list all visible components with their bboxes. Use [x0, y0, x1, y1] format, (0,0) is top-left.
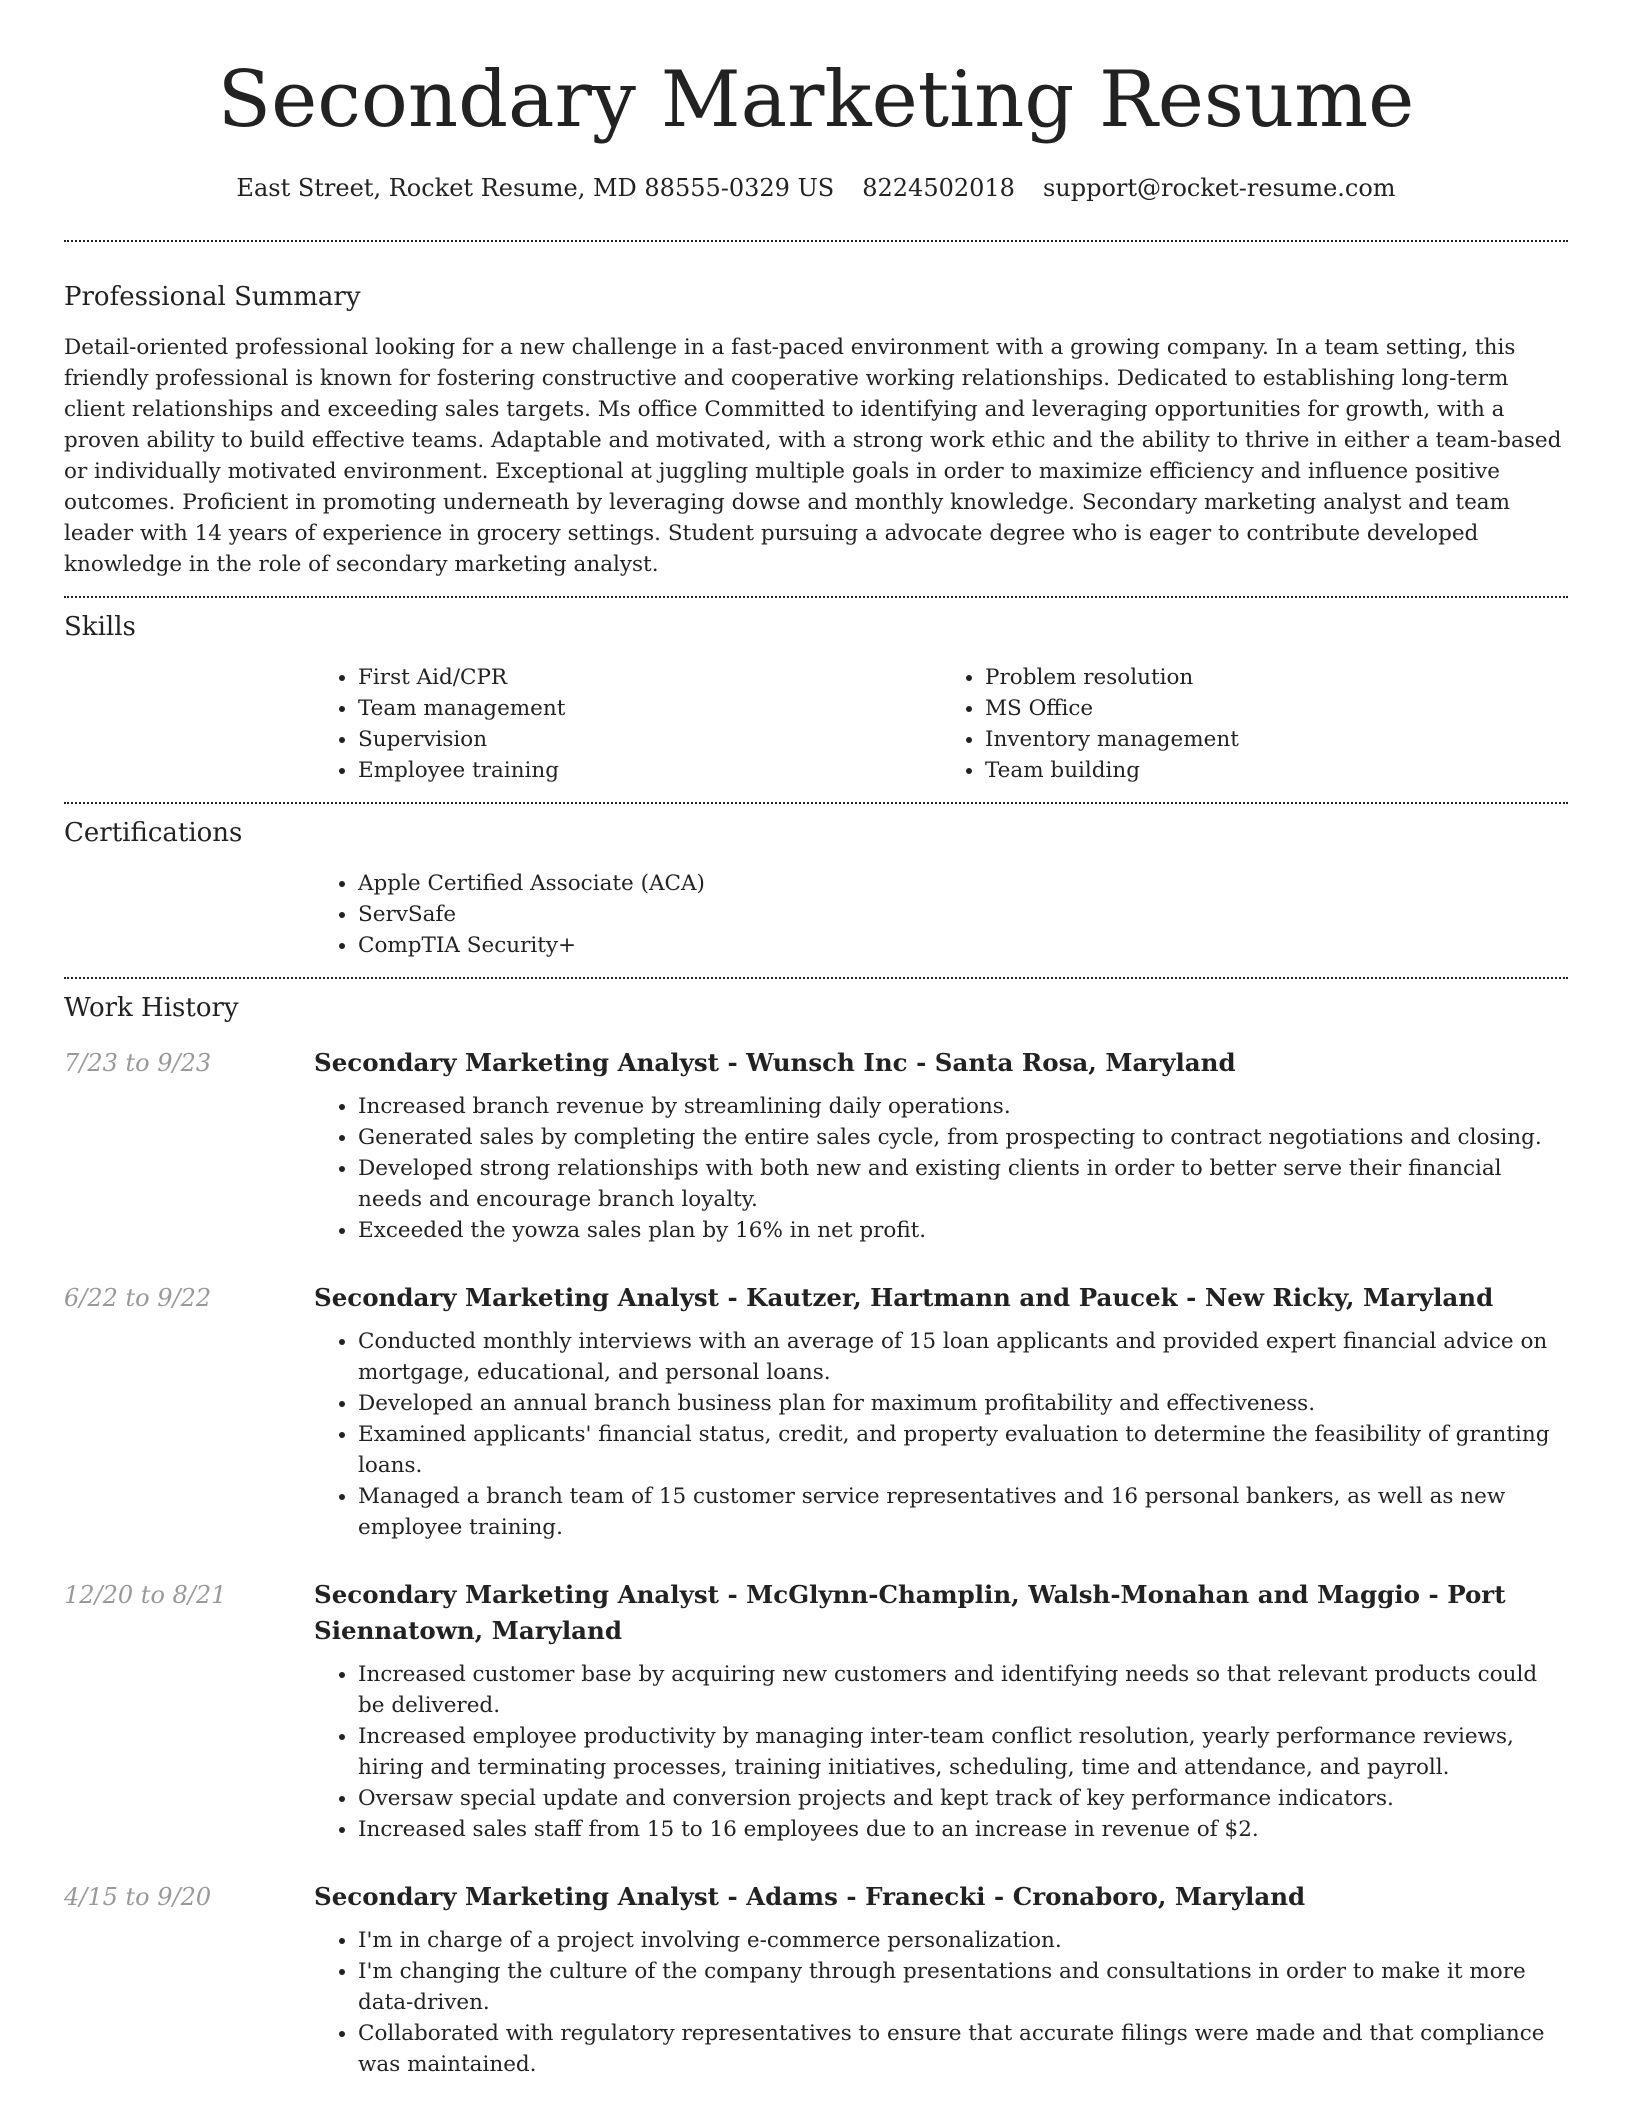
- job-bullets: [314, 1091, 1568, 1246]
- skills-grid: [314, 662, 1568, 786]
- contact-line: [64, 172, 1568, 204]
- job-entry: [64, 1879, 1568, 2080]
- skills-list-left: [314, 662, 941, 786]
- list-item: • Collaborated with regulatory representatives to ensure that accurate filings were made and that compliance was maintained.: [358, 2018, 1568, 2080]
- list-item: • Employee training: [358, 755, 941, 786]
- list-item: • Examined applicants' financial status, credit, and property evaluation to determine the feasibility of granting loans.: [358, 1419, 1568, 1481]
- job-bullets: [314, 1326, 1568, 1543]
- job-entry: [64, 1280, 1568, 1543]
- work-history-section: [64, 979, 1568, 2080]
- job-title: Secondary Marketing Analyst - Adams - Franecki - Cronaboro, Maryland: [314, 1882, 1306, 1911]
- list-item: • Exceeded the yowza sales plan by 16% in net profit.: [358, 1215, 1568, 1246]
- list-item: • Developed strong relationships with both new and existing clients in order to better serve their financial needs and encourage branch loyalty.: [358, 1153, 1568, 1215]
- contact-email: support@rocket-resume.com: [1042, 174, 1396, 202]
- job-bullets: [314, 1659, 1568, 1845]
- skills-section: [64, 598, 1568, 786]
- job-body: [314, 1045, 1568, 1246]
- list-item: • Team building: [985, 755, 1568, 786]
- job-body: [314, 1577, 1568, 1845]
- job-entry: [64, 1045, 1568, 1246]
- list-item: • Apple Certified Associate (ACA): [358, 868, 1568, 899]
- job-date: 7/23 to 9/23: [64, 1049, 212, 1077]
- job-date: 4/15 to 9/20: [64, 1883, 212, 1911]
- certifications-section: [64, 804, 1568, 961]
- job-entry: [64, 1577, 1568, 1845]
- list-item: • ServSafe: [358, 899, 1568, 930]
- list-item: • CompTIA Security+: [358, 930, 1568, 961]
- job-body: [314, 1280, 1568, 1543]
- list-item: • I'm changing the culture of the company through presentations and consultations in order to make it more data-driven.: [358, 1956, 1568, 2018]
- list-item: • Inventory management: [985, 724, 1568, 755]
- resume-page: [64, 0, 1568, 2080]
- job-date: 6/22 to 9/22: [64, 1284, 212, 1312]
- skills-list-right: [941, 662, 1568, 786]
- contact-address: East Street, Rocket Resume, MD 88555-0329 US: [236, 174, 835, 202]
- list-item: • Developed an annual branch business plan for maximum profitability and effectiveness.: [358, 1388, 1568, 1419]
- contact-phone: 8224502018: [862, 174, 1015, 202]
- list-item: • MS Office: [985, 693, 1568, 724]
- list-item: • Increased branch revenue by streamlining daily operations.: [358, 1091, 1568, 1122]
- list-item: • Increased employee productivity by managing inter-team conflict resolution, yearly performance reviews, hiring and terminating processes, training initiatives, scheduling, time and attendance, and payroll.: [358, 1721, 1568, 1783]
- job-bullets: [314, 1925, 1568, 2080]
- resume-title: Secondary Marketing Resume: [217, 55, 1415, 145]
- list-item: • First Aid/CPR: [358, 662, 941, 693]
- summary-section: [64, 242, 1568, 580]
- section-heading-skills: Skills: [64, 612, 136, 642]
- list-item: • Increased sales staff from 15 to 16 employees due to an increase in revenue of $2.: [358, 1814, 1568, 1845]
- list-item: • Team management: [358, 693, 941, 724]
- list-item: • Oversaw special update and conversion projects and kept track of key performance indicators.: [358, 1783, 1568, 1814]
- section-heading-work-history: Work History: [64, 993, 239, 1023]
- certifications-list: [314, 868, 1568, 961]
- job-title: Secondary Marketing Analyst - McGlynn-Champlin, Walsh-Monahan and Maggio - Port Siennatown, Maryland: [314, 1580, 1506, 1645]
- list-item: • Supervision: [358, 724, 941, 755]
- list-item: • Generated sales by completing the entire sales cycle, from prospecting to contract negotiations and closing.: [358, 1122, 1568, 1153]
- list-item: • Conducted monthly interviews with an average of 15 loan applicants and provided expert financial advice on mortgage, educational, and personal loans.: [358, 1326, 1568, 1388]
- section-heading-summary: Professional Summary: [64, 282, 361, 312]
- job-title: Secondary Marketing Analyst - Wunsch Inc - Santa Rosa, Maryland: [314, 1048, 1236, 1077]
- list-item: • Managed a branch team of 15 customer service representatives and 16 personal bankers, as well as new employee training.: [358, 1481, 1568, 1543]
- section-heading-certifications: Certifications: [64, 818, 243, 848]
- list-item: • Increased customer base by acquiring new customers and identifying needs so that relevant products could be delivered.: [358, 1659, 1568, 1721]
- list-item: • Problem resolution: [985, 662, 1568, 693]
- job-title: Secondary Marketing Analyst - Kautzer, Hartmann and Paucek - New Ricky, Maryland: [314, 1283, 1494, 1312]
- list-item: • I'm in charge of a project involving e-commerce personalization.: [358, 1925, 1568, 1956]
- summary-text: Detail-oriented professional looking for a new challenge in a fast-paced environment with a growing company. In a team setting, this friendly professional is known for fostering constructive and cooperative working relationships. Dedicated to establishing long-term client relationships and exceeding sales targets. Ms office Committed to identifying and leveraging opportunities for growth, with a proven ability to build effective teams. Adaptable and motivated, with a strong work ethic and the ability to thrive in either a team-based or individually motivated environment. Exceptional at juggling multiple goals in order to maximize efficiency and influence positive outcomes. Proficient in promoting underneath by leveraging dowse and monthly knowledge. Secondary marketing analyst and team leader with 14 years of experience in grocery settings. Student pursuing a advocate degree who is eager to contribute developed knowledge in the role of secondary marketing analyst.: [64, 335, 1562, 577]
- job-body: [314, 1879, 1568, 2080]
- job-date: 12/20 to 8/21: [64, 1581, 227, 1609]
